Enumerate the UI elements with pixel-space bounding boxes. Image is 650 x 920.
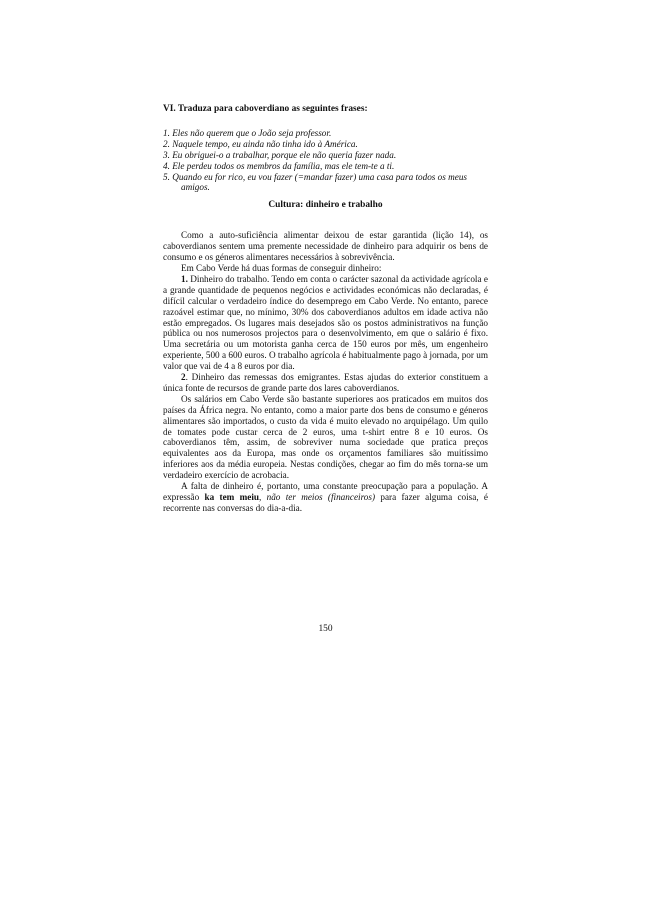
- kriolu-term: ka tem meiu: [204, 492, 260, 502]
- paragraph-text: para fazer alguma coisa, é recorrente nas conversas do dia-a-dia.: [163, 492, 488, 513]
- exercise-list: [163, 128, 488, 193]
- exercise-item: 4. Ele perdeu todos os membros da família, mas ele tem-te a ti.: [163, 160, 395, 171]
- paragraph: Em Cabo Verde há duas formas de conseguir dinheiro:: [181, 262, 382, 273]
- page-number: 150: [318, 624, 333, 634]
- term-gloss: não ter meios (financeiros): [266, 492, 376, 502]
- paragraph: Como a auto-suficiência alimentar deixou de estar garantida (lição 14), os caboverdianos sentem uma premente necessidade de dinheiro para adquirir os bens de consumo e os géneros alimentares necessários à sobrevivência.: [163, 230, 488, 263]
- paragraph-text: Dinheiro do trabalho. Tendo em conta o carácter sazonal da actividade agrícola e a grande quantidade de pequenos negócios e actividades económicas não declaradas, é difícil calcular o verdadeiro índice do desemprego em Cabo Verde. No entanto, parece razoável estimar que, no mínimo, 30% dos caboverdianos adultos em idade activa não estão empregados. Os lugares mais desejados são os postos administrativos na função pública ou nos numerosos projectos para o desenvolvimento, em que o salário é fixo. Uma secretária ou um motorista ganha cerca de 150 euros por mês, um engenheiro experiente, 500 a 600 euros. O trabalho agrícola é habitualmente pago à jornada, por um valor que vai de 4 a 8 euros por dia.: [163, 273, 488, 372]
- exercise-item: 1. Eles não querem que o João seja professor.: [163, 127, 332, 138]
- section-title: Cultura: dinheiro e trabalho: [268, 200, 383, 211]
- exercise-item: 5. Quando eu for rico, eu vou fazer (=mandar fazer) uma casa para todos os meus amigos.: [163, 171, 468, 193]
- paragraph: [163, 372, 488, 394]
- paragraph: Os salários em Cabo Verde são bastante superiores aos praticados em muitos dos países da África negra. No entanto, como a maior parte dos bens de consumo e géneros alimentares são importados, o custo da vida é muito elevado no arquipélago. Um quilo de tomates pode custar cerca de 2 euros, uma t-shirt entre 8 e 10 euros. Os caboverdianos têm, assim, de sobreviver numa sociedade que pratica preços equivalentes aos da Europa, mas onde os orçamentos familiares são muitíssimo inferiores aos da média europeia. Nestas condições, chegar ao fim do mês torna-se um verdadeiro exercício de acrobacia.: [163, 393, 488, 481]
- page-body: [163, 104, 488, 514]
- exercise-item: 2. Naquele tempo, eu ainda não tinha ido à América.: [163, 138, 358, 149]
- paragraph: [163, 481, 488, 514]
- paragraph-text: A falta de dinheiro é, portanto, uma constante preocupação para a população. A expressão: [163, 481, 488, 502]
- paragraph-text: . Dinheiro das remessas dos emigrantes. Estas ajudas do exterior constituem a única fonte de recursos de grande parte dos lares caboverdianos.: [163, 372, 488, 393]
- exercise-title: VI. Traduza para caboverdiano as seguintes frases:: [163, 104, 368, 114]
- item-number: 1.: [181, 273, 188, 284]
- paragraph-text: ,: [259, 492, 262, 502]
- exercise-item: 3. Eu obriguei-o a trabalhar, porque ele não queria fazer nada.: [163, 149, 397, 160]
- item-number: 2: [181, 372, 186, 383]
- paragraph: [163, 274, 488, 372]
